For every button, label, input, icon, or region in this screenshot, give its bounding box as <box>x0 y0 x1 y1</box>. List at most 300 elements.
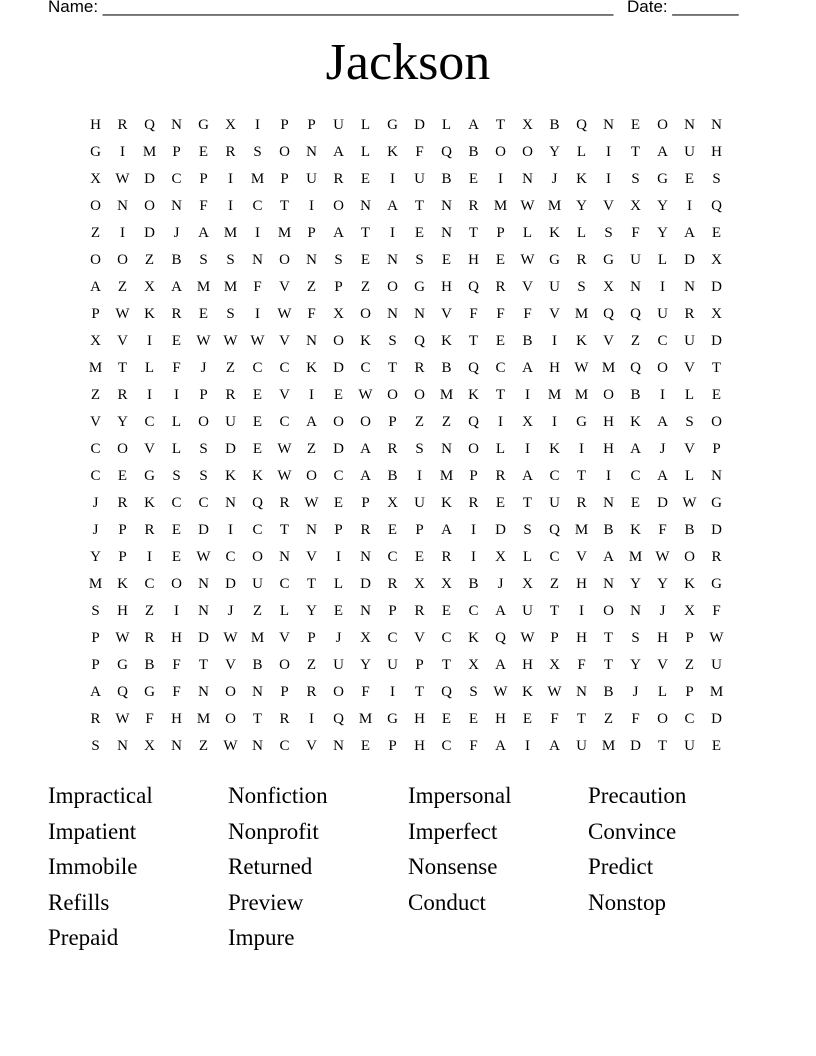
grid-letter[interactable]: T <box>522 495 533 511</box>
grid-letter[interactable]: W <box>115 306 130 322</box>
grid-letter[interactable]: I <box>579 603 584 619</box>
grid-letter[interactable]: C <box>549 468 560 484</box>
grid-letter[interactable]: S <box>91 603 100 619</box>
grid-letter[interactable]: W <box>520 198 535 214</box>
grid-letter[interactable]: Z <box>90 387 101 403</box>
grid-letter[interactable]: R <box>468 198 479 214</box>
grid-letter[interactable]: I <box>660 387 665 403</box>
grid-letter[interactable]: I <box>525 387 530 403</box>
grid-letter[interactable]: D <box>495 522 506 538</box>
grid-letter[interactable]: U <box>549 495 560 511</box>
grid-letter[interactable]: O <box>414 387 425 403</box>
grid-letter[interactable]: D <box>711 333 722 349</box>
grid-letter[interactable]: O <box>603 603 614 619</box>
grid-letter[interactable]: L <box>684 387 695 403</box>
grid-letter[interactable]: Z <box>306 441 317 457</box>
grid-letter[interactable]: K <box>576 333 587 349</box>
grid-letter[interactable]: O <box>117 252 128 268</box>
grid-letter[interactable]: K <box>576 171 587 187</box>
grid-letter[interactable]: F <box>199 198 208 214</box>
grid-letter[interactable]: C <box>198 495 209 511</box>
grid-letter[interactable]: K <box>441 495 452 511</box>
grid-letter[interactable]: M <box>142 144 157 160</box>
grid-letter[interactable]: J <box>659 441 666 457</box>
grid-letter[interactable]: I <box>390 225 395 241</box>
grid-letter[interactable]: Y <box>657 198 668 214</box>
grid-letter[interactable]: L <box>576 144 587 160</box>
grid-letter[interactable]: U <box>684 738 695 754</box>
grid-letter[interactable]: A <box>495 657 506 673</box>
grid-letter[interactable]: X <box>441 576 452 592</box>
grid-letter[interactable]: S <box>199 252 208 268</box>
grid-letter[interactable]: R <box>117 495 128 511</box>
grid-letter[interactable]: P <box>496 225 505 241</box>
grid-letter[interactable]: N <box>306 144 317 160</box>
grid-letter[interactable]: D <box>711 711 722 727</box>
grid-letter[interactable]: B <box>144 657 155 673</box>
grid-letter[interactable]: N <box>252 738 263 754</box>
grid-letter[interactable]: M <box>601 360 616 376</box>
grid-letter[interactable]: N <box>441 441 452 457</box>
grid-letter[interactable]: T <box>306 576 317 592</box>
grid-letter[interactable]: C <box>144 576 155 592</box>
grid-letter[interactable]: U <box>711 657 722 673</box>
grid-letter[interactable]: R <box>225 387 236 403</box>
grid-letter[interactable]: Z <box>603 711 614 727</box>
grid-letter[interactable]: W <box>709 630 724 646</box>
grid-letter[interactable]: M <box>439 468 454 484</box>
grid-letter[interactable]: C <box>171 171 182 187</box>
grid-letter[interactable]: W <box>655 549 670 565</box>
grid-letter[interactable]: V <box>279 279 290 295</box>
grid-letter[interactable]: P <box>118 549 127 565</box>
grid-letter[interactable]: H <box>171 630 182 646</box>
grid-letter[interactable]: J <box>551 171 558 187</box>
grid-letter[interactable]: F <box>550 711 559 727</box>
grid-letter[interactable]: E <box>414 225 425 241</box>
grid-letter[interactable]: S <box>577 279 586 295</box>
grid-letter[interactable]: E <box>117 468 128 484</box>
grid-letter[interactable]: E <box>522 711 533 727</box>
grid-letter[interactable]: Z <box>117 279 128 295</box>
grid-letter[interactable]: W <box>358 387 373 403</box>
grid-letter[interactable]: R <box>414 360 425 376</box>
grid-letter[interactable]: G <box>414 279 425 295</box>
grid-letter[interactable]: I <box>660 279 665 295</box>
grid-letter[interactable]: A <box>657 468 668 484</box>
grid-letter[interactable]: U <box>387 657 398 673</box>
grid-letter[interactable]: K <box>630 522 641 538</box>
grid-letter[interactable]: H <box>711 144 722 160</box>
grid-letter[interactable]: U <box>306 171 317 187</box>
grid-letter[interactable]: T <box>414 684 425 700</box>
grid-letter[interactable]: P <box>172 144 181 160</box>
grid-letter[interactable]: N <box>171 117 182 133</box>
grid-letter[interactable]: N <box>603 117 614 133</box>
grid-letter[interactable]: F <box>469 306 478 322</box>
grid-letter[interactable]: B <box>630 387 641 403</box>
grid-letter[interactable]: C <box>387 549 398 565</box>
grid-letter[interactable]: F <box>253 279 262 295</box>
grid-letter[interactable]: T <box>387 360 398 376</box>
grid-letter[interactable]: H <box>657 630 668 646</box>
grid-letter[interactable]: J <box>92 495 99 511</box>
grid-letter[interactable]: U <box>549 279 560 295</box>
grid-letter[interactable]: D <box>711 522 722 538</box>
grid-letter[interactable]: G <box>711 495 722 511</box>
grid-letter[interactable]: T <box>360 225 371 241</box>
grid-letter[interactable]: G <box>144 468 155 484</box>
grid-letter[interactable]: W <box>574 360 589 376</box>
grid-letter[interactable]: W <box>196 333 211 349</box>
grid-letter[interactable]: C <box>333 468 344 484</box>
grid-letter[interactable]: L <box>657 684 668 700</box>
grid-letter[interactable]: A <box>684 225 695 241</box>
grid-letter[interactable]: E <box>495 252 506 268</box>
grid-letter[interactable]: N <box>198 684 209 700</box>
grid-letter[interactable]: N <box>117 198 128 214</box>
grid-letter[interactable]: Q <box>252 495 263 511</box>
grid-letter[interactable]: R <box>225 144 236 160</box>
grid-letter[interactable]: Y <box>549 144 560 160</box>
grid-letter[interactable]: G <box>387 117 398 133</box>
grid-letter[interactable]: A <box>441 522 452 538</box>
grid-letter[interactable]: O <box>117 441 128 457</box>
grid-letter[interactable]: U <box>657 306 668 322</box>
grid-letter[interactable]: U <box>333 657 344 673</box>
grid-letter[interactable]: H <box>522 657 533 673</box>
grid-letter[interactable]: R <box>144 630 155 646</box>
grid-letter[interactable]: I <box>552 333 557 349</box>
grid-letter[interactable]: H <box>576 630 587 646</box>
grid-letter[interactable]: A <box>360 468 371 484</box>
grid-letter[interactable]: O <box>333 333 344 349</box>
grid-letter[interactable]: I <box>525 738 530 754</box>
grid-letter[interactable]: P <box>307 117 316 133</box>
grid-letter[interactable]: H <box>117 603 128 619</box>
grid-letter[interactable]: M <box>196 711 211 727</box>
grid-letter[interactable]: E <box>252 441 263 457</box>
grid-letter[interactable]: S <box>172 468 181 484</box>
grid-letter[interactable]: L <box>522 225 533 241</box>
grid-letter[interactable]: P <box>712 441 721 457</box>
grid-letter[interactable]: F <box>469 738 478 754</box>
grid-letter[interactable]: K <box>117 576 128 592</box>
grid-letter[interactable]: X <box>468 657 479 673</box>
grid-letter[interactable]: X <box>522 117 533 133</box>
grid-letter[interactable]: P <box>91 630 100 646</box>
grid-letter[interactable]: E <box>333 495 344 511</box>
grid-letter[interactable]: I <box>498 414 503 430</box>
grid-letter[interactable]: V <box>279 333 290 349</box>
grid-letter[interactable]: K <box>144 306 155 322</box>
grid-letter[interactable]: R <box>279 495 290 511</box>
grid-letter[interactable]: N <box>711 468 722 484</box>
grid-letter[interactable]: A <box>306 414 317 430</box>
grid-letter[interactable]: F <box>658 522 667 538</box>
grid-letter[interactable]: Z <box>684 657 695 673</box>
grid-letter[interactable]: N <box>360 603 371 619</box>
grid-letter[interactable]: M <box>601 738 616 754</box>
grid-letter[interactable]: J <box>335 630 342 646</box>
grid-letter[interactable]: S <box>226 306 235 322</box>
grid-letter[interactable]: O <box>279 252 290 268</box>
grid-letter[interactable]: B <box>468 576 479 592</box>
grid-letter[interactable]: L <box>171 414 182 430</box>
grid-letter[interactable]: R <box>684 306 695 322</box>
grid-letter[interactable]: I <box>228 522 233 538</box>
grid-letter[interactable]: E <box>360 252 371 268</box>
grid-letter[interactable]: W <box>115 171 130 187</box>
grid-letter[interactable]: E <box>252 387 263 403</box>
grid-letter[interactable]: X <box>495 549 506 565</box>
grid-letter[interactable]: M <box>223 225 238 241</box>
grid-letter[interactable]: T <box>468 225 479 241</box>
grid-letter[interactable]: V <box>522 279 533 295</box>
grid-letter[interactable]: P <box>280 171 289 187</box>
grid-letter[interactable]: V <box>225 657 236 673</box>
grid-letter[interactable]: A <box>549 738 560 754</box>
grid-letter[interactable]: U <box>522 603 533 619</box>
grid-letter[interactable]: J <box>632 684 639 700</box>
grid-letter[interactable]: N <box>414 306 425 322</box>
grid-letter[interactable]: E <box>360 171 371 187</box>
grid-letter[interactable]: A <box>657 144 668 160</box>
grid-letter[interactable]: O <box>306 468 317 484</box>
grid-letter[interactable]: I <box>120 225 125 241</box>
grid-letter[interactable]: L <box>495 441 506 457</box>
grid-letter[interactable]: O <box>198 414 209 430</box>
grid-letter[interactable]: N <box>252 684 263 700</box>
grid-letter[interactable]: V <box>306 549 317 565</box>
grid-letter[interactable]: S <box>253 144 262 160</box>
grid-letter[interactable]: K <box>225 468 236 484</box>
grid-letter[interactable]: X <box>711 252 722 268</box>
grid-letter[interactable]: V <box>684 441 695 457</box>
grid-letter[interactable]: D <box>630 738 641 754</box>
grid-letter[interactable]: E <box>468 171 479 187</box>
grid-letter[interactable]: S <box>415 252 424 268</box>
grid-letter[interactable]: M <box>250 171 265 187</box>
grid-letter[interactable]: P <box>280 117 289 133</box>
grid-letter[interactable]: M <box>88 360 103 376</box>
grid-letter[interactable]: C <box>90 441 101 457</box>
grid-letter[interactable]: N <box>603 576 614 592</box>
grid-letter[interactable]: O <box>90 198 101 214</box>
grid-letter[interactable]: B <box>468 144 479 160</box>
grid-letter[interactable]: C <box>468 603 479 619</box>
grid-letter[interactable]: O <box>225 711 236 727</box>
grid-letter[interactable]: E <box>711 225 722 241</box>
grid-letter[interactable]: T <box>441 657 452 673</box>
grid-letter[interactable]: P <box>388 414 397 430</box>
grid-letter[interactable]: G <box>711 576 722 592</box>
grid-letter[interactable]: T <box>198 657 209 673</box>
grid-letter[interactable]: N <box>333 738 344 754</box>
grid-letter[interactable]: C <box>252 522 263 538</box>
grid-letter[interactable]: Y <box>657 576 668 592</box>
grid-letter[interactable]: T <box>603 657 614 673</box>
grid-letter[interactable]: T <box>279 198 290 214</box>
grid-letter[interactable]: Z <box>225 360 236 376</box>
grid-letter[interactable]: R <box>576 252 587 268</box>
grid-letter[interactable]: Y <box>306 603 317 619</box>
grid-letter[interactable]: T <box>657 738 668 754</box>
grid-letter[interactable]: E <box>441 252 452 268</box>
grid-letter[interactable]: Y <box>630 657 641 673</box>
grid-letter[interactable]: N <box>684 279 695 295</box>
grid-letter[interactable]: F <box>145 711 154 727</box>
grid-letter[interactable]: Z <box>630 333 641 349</box>
grid-letter[interactable]: R <box>441 549 452 565</box>
grid-letter[interactable]: E <box>198 306 209 322</box>
grid-letter[interactable]: M <box>250 630 265 646</box>
grid-letter[interactable]: V <box>549 306 560 322</box>
grid-letter[interactable]: Q <box>549 522 560 538</box>
grid-letter[interactable]: O <box>90 252 101 268</box>
grid-letter[interactable]: K <box>468 630 479 646</box>
grid-letter[interactable]: E <box>468 711 479 727</box>
grid-letter[interactable]: M <box>358 711 373 727</box>
grid-letter[interactable]: B <box>549 117 560 133</box>
grid-letter[interactable]: Q <box>630 360 641 376</box>
grid-letter[interactable]: P <box>388 738 397 754</box>
grid-letter[interactable]: C <box>144 414 155 430</box>
grid-letter[interactable]: C <box>279 576 290 592</box>
grid-letter[interactable]: E <box>414 549 425 565</box>
grid-letter[interactable]: C <box>279 414 290 430</box>
grid-letter[interactable]: K <box>144 495 155 511</box>
grid-letter[interactable]: O <box>387 387 398 403</box>
grid-letter[interactable]: U <box>414 495 425 511</box>
grid-letter[interactable]: Q <box>468 414 479 430</box>
grid-letter[interactable]: L <box>360 144 371 160</box>
grid-letter[interactable]: V <box>603 198 614 214</box>
grid-letter[interactable]: D <box>360 576 371 592</box>
grid-letter[interactable]: C <box>549 549 560 565</box>
grid-letter[interactable]: T <box>549 603 560 619</box>
grid-letter[interactable]: M <box>493 198 508 214</box>
grid-letter[interactable]: A <box>495 603 506 619</box>
grid-letter[interactable]: B <box>684 522 695 538</box>
grid-letter[interactable]: G <box>144 684 155 700</box>
grid-letter[interactable]: A <box>657 414 668 430</box>
grid-letter[interactable]: V <box>414 630 425 646</box>
grid-letter[interactable]: W <box>682 495 697 511</box>
grid-letter[interactable]: C <box>630 468 641 484</box>
grid-letter[interactable]: R <box>279 711 290 727</box>
grid-letter[interactable]: D <box>684 252 695 268</box>
grid-letter[interactable]: A <box>387 198 398 214</box>
grid-letter[interactable]: W <box>520 252 535 268</box>
grid-letter[interactable]: R <box>117 117 128 133</box>
grid-letter[interactable]: Y <box>576 198 587 214</box>
grid-letter[interactable]: X <box>549 657 560 673</box>
grid-letter[interactable]: F <box>172 657 181 673</box>
grid-letter[interactable]: V <box>441 306 452 322</box>
grid-letter[interactable]: I <box>579 441 584 457</box>
grid-letter[interactable]: I <box>174 387 179 403</box>
grid-letter[interactable]: U <box>225 414 236 430</box>
grid-letter[interactable]: I <box>417 468 422 484</box>
grid-letter[interactable]: I <box>390 171 395 187</box>
grid-letter[interactable]: S <box>415 441 424 457</box>
grid-letter[interactable]: Z <box>90 225 101 241</box>
grid-letter[interactable]: O <box>360 306 371 322</box>
grid-letter[interactable]: I <box>687 198 692 214</box>
grid-letter[interactable]: I <box>228 171 233 187</box>
grid-letter[interactable]: H <box>171 711 182 727</box>
grid-letter[interactable]: H <box>576 576 587 592</box>
grid-letter[interactable]: C <box>90 468 101 484</box>
grid-letter[interactable]: O <box>711 414 722 430</box>
grid-letter[interactable]: Z <box>306 279 317 295</box>
grid-letter[interactable]: K <box>549 225 560 241</box>
grid-letter[interactable]: A <box>333 225 344 241</box>
grid-letter[interactable]: S <box>469 684 478 700</box>
grid-letter[interactable]: P <box>91 306 100 322</box>
grid-letter[interactable]: G <box>549 252 560 268</box>
grid-letter[interactable]: I <box>255 225 260 241</box>
grid-letter[interactable]: N <box>522 171 533 187</box>
grid-letter[interactable]: Y <box>90 549 101 565</box>
grid-letter[interactable]: K <box>549 441 560 457</box>
grid-letter[interactable]: O <box>657 360 668 376</box>
grid-letter[interactable]: D <box>414 117 425 133</box>
grid-letter[interactable]: A <box>360 441 371 457</box>
grid-letter[interactable]: R <box>495 468 506 484</box>
grid-letter[interactable]: W <box>223 738 238 754</box>
grid-letter[interactable]: C <box>171 495 182 511</box>
grid-letter[interactable]: I <box>309 711 314 727</box>
grid-letter[interactable]: Q <box>414 333 425 349</box>
grid-letter[interactable]: A <box>495 738 506 754</box>
grid-letter[interactable]: O <box>360 414 371 430</box>
grid-letter[interactable]: L <box>684 468 695 484</box>
grid-letter[interactable]: Q <box>441 144 452 160</box>
grid-letter[interactable]: E <box>252 414 263 430</box>
grid-letter[interactable]: W <box>277 468 292 484</box>
grid-letter[interactable]: H <box>441 279 452 295</box>
grid-letter[interactable]: K <box>360 333 371 349</box>
grid-letter[interactable]: P <box>550 630 559 646</box>
grid-letter[interactable]: H <box>495 711 506 727</box>
grid-letter[interactable]: N <box>225 495 236 511</box>
grid-letter[interactable]: E <box>495 333 506 349</box>
grid-letter[interactable]: A <box>171 279 182 295</box>
grid-letter[interactable]: V <box>684 360 695 376</box>
grid-letter[interactable]: N <box>306 252 317 268</box>
grid-letter[interactable]: C <box>279 360 290 376</box>
grid-letter[interactable]: N <box>279 549 290 565</box>
grid-letter[interactable]: O <box>279 657 290 673</box>
grid-letter[interactable]: M <box>223 279 238 295</box>
grid-letter[interactable]: S <box>523 522 532 538</box>
grid-letter[interactable]: T <box>495 387 506 403</box>
grid-letter[interactable]: E <box>171 333 182 349</box>
grid-letter[interactable]: F <box>361 684 370 700</box>
grid-letter[interactable]: C <box>495 360 506 376</box>
grid-letter[interactable]: Z <box>360 279 371 295</box>
grid-letter[interactable]: O <box>333 414 344 430</box>
grid-letter[interactable]: T <box>279 522 290 538</box>
grid-letter[interactable]: C <box>252 360 263 376</box>
grid-letter[interactable]: I <box>606 171 611 187</box>
grid-letter[interactable]: M <box>277 225 292 241</box>
grid-letter[interactable]: K <box>630 414 641 430</box>
grid-letter[interactable]: Q <box>441 684 452 700</box>
grid-letter[interactable]: T <box>117 360 128 376</box>
